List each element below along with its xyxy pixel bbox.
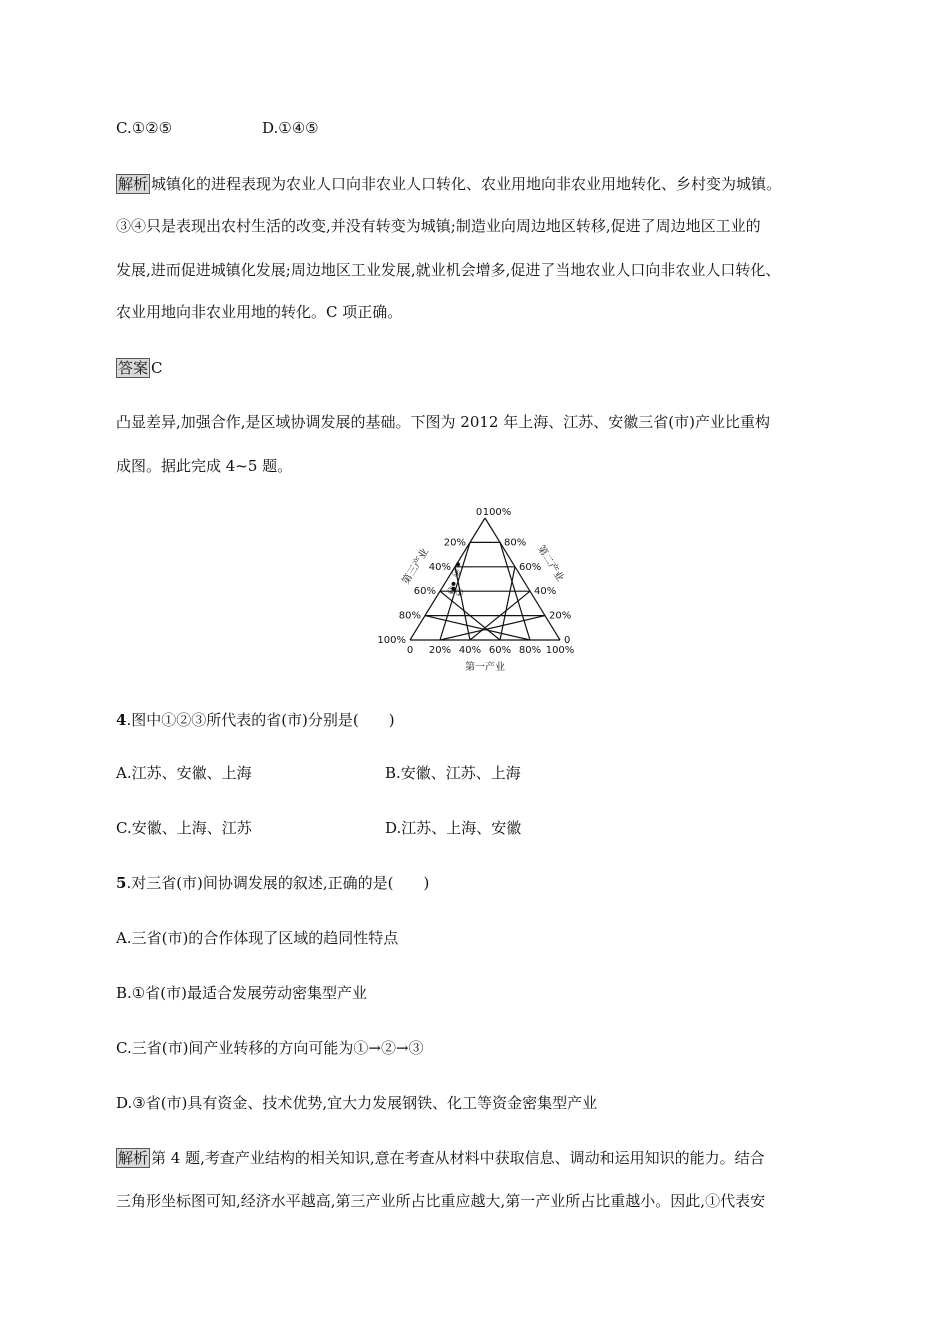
analysis2-line-2: 三角形坐标图可知,经济水平越高,第三产业所占比重应越大,第一产业所占比重越小。因此,①代表安 — [116, 1192, 766, 1210]
triangle-left-edge — [410, 518, 485, 640]
analysis2-line-1 — [116, 1148, 765, 1168]
apex-tick-left: 0 — [475, 507, 483, 518]
bottom-tick-label: 60% — [488, 645, 512, 656]
apex-tick-right: 100% — [482, 507, 512, 518]
right-axis-title: 第二产业 — [534, 543, 566, 584]
q4-option-d: D.江苏、上海、安徽 — [385, 819, 522, 837]
question-4-stem: .图中①②③所代表的省(市)分别是( ) — [126, 711, 395, 729]
bottom-tick-label: 100% — [545, 645, 575, 656]
question-5-stem: .对三省(市)间协调发展的叙述,正确的是( ) — [126, 874, 430, 892]
analysis-tag: 解析 — [118, 175, 149, 193]
bottom-tick-label: 20% — [428, 645, 452, 656]
analysis-line-1 — [116, 174, 781, 194]
right-tick-label: 80% — [504, 537, 527, 549]
bottom-axis-title: 第一产业 — [465, 662, 505, 673]
bottom-tick-label: 80% — [518, 645, 542, 656]
question-4-number: 4 — [116, 711, 127, 729]
q4-option-c: C.安徽、上海、江苏 — [116, 819, 252, 837]
data-point-label: ③ — [451, 568, 461, 580]
ternary-chart — [370, 500, 590, 680]
q5-option-a: A.三省(市)的合作体现了区域的趋同性特点 — [116, 929, 399, 947]
bottom-tick-label: 40% — [458, 645, 482, 656]
question-4 — [116, 710, 395, 730]
left-tick-label: 60% — [413, 586, 436, 598]
analysis-text: 城镇化的进程表现为农业人口向非农业人口转化、农业用地向非农业用地转化、乡村变为城镇。 — [151, 175, 782, 193]
left-tick-label: 20% — [443, 537, 466, 549]
answer-value: C — [151, 359, 163, 377]
answer-line — [116, 358, 163, 378]
left-axis-title: 第三产业 — [400, 546, 432, 587]
right-tick-label: 60% — [519, 561, 542, 573]
analysis2-text: 第 4 题,考查产业结构的相关知识,意在考查从材料中获取信息、调动和运用知识的能力。结合 — [151, 1149, 765, 1167]
analysis-line-2: ③④只是表现出农村生活的改变,并没有转变为城镇;制造业向周边地区转移,促进了周边地区工业的 — [116, 217, 761, 235]
data-point — [456, 562, 460, 566]
data-point-label: ② — [447, 585, 456, 597]
right-tick-label: 0 — [564, 635, 571, 646]
left-tick-label: 80% — [398, 610, 421, 622]
intro-line-2: 成图。据此完成 4~5 题。 — [116, 457, 293, 475]
q4-option-b: B.安徽、江苏、上海 — [385, 764, 521, 782]
left-tick-label: 100% — [377, 635, 406, 646]
option-c-prev: C.①②⑤ — [116, 119, 173, 137]
left-tick-label: 40% — [428, 561, 451, 573]
data-point-label: ① — [455, 587, 464, 599]
triangle-right-edge — [485, 518, 560, 640]
q5-option-d: D.③省(市)具有资金、技术优势,宜大力发展钢铁、化工等资金密集型产业 — [116, 1094, 598, 1112]
analysis-line-3: 发展,进而促进城镇化发展;周边地区工业发展,就业机会增多,促进了当地农业人口向非农业人口转化、 — [116, 261, 781, 279]
q4-option-a: A.江苏、安徽、上海 — [116, 764, 252, 782]
question-5-number: 5 — [116, 874, 127, 892]
ternary-svg — [370, 500, 590, 680]
question-5 — [116, 873, 429, 893]
grid-up-2 — [500, 567, 515, 640]
analysis-line-4: 农业用地向非农业用地的转化。C 项正确。 — [116, 303, 403, 321]
right-tick-label: 40% — [534, 586, 557, 598]
bottom-tick-label: 0 — [406, 645, 414, 656]
analysis2-tag: 解析 — [118, 1149, 149, 1167]
q5-option-b: B.①省(市)最适合发展劳动密集型产业 — [116, 984, 367, 1002]
intro-line-1: 凸显差异,加强合作,是区域协调发展的基础。下图为 2012 年上海、江苏、安徽三省(市)产业比重构 — [116, 413, 770, 431]
option-d-prev: D.①④⑤ — [262, 119, 319, 137]
answer-tag: 答案 — [118, 359, 149, 377]
q5-option-c: C.三省(市)间产业转移的方向可能为①→②→③ — [116, 1039, 424, 1057]
right-tick-label: 20% — [549, 610, 572, 622]
